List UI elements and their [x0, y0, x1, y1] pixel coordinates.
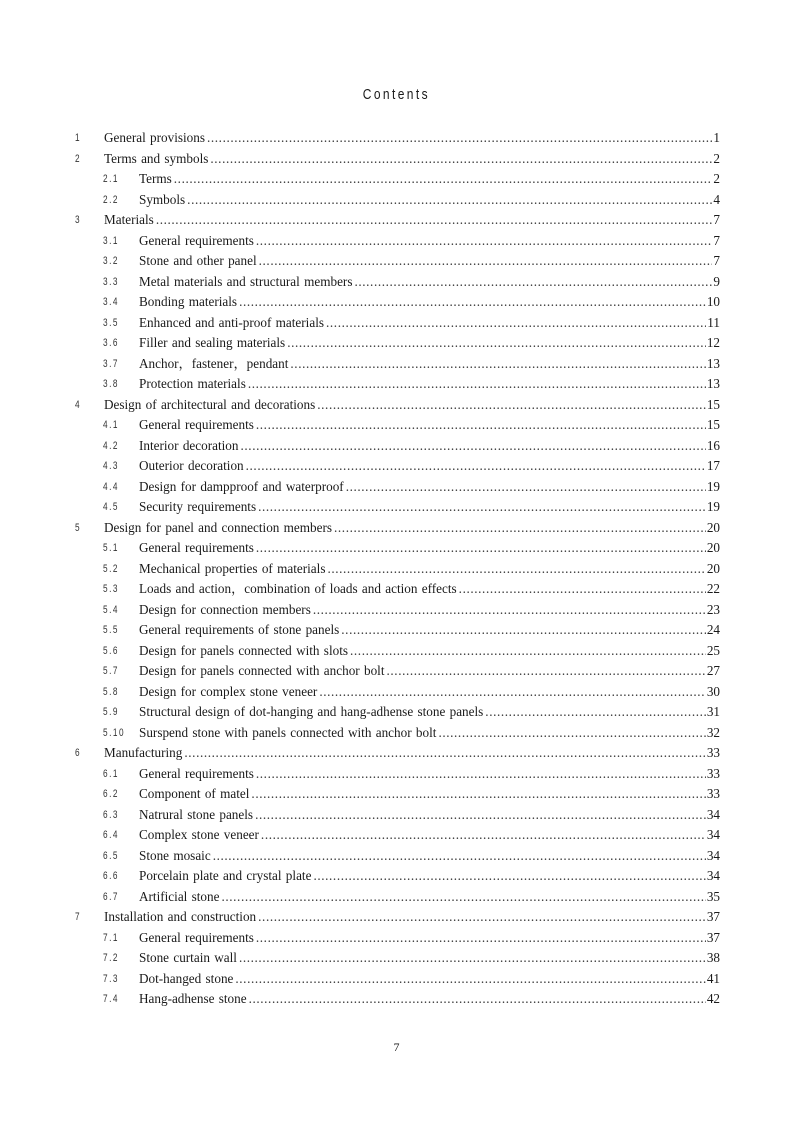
toc-entry-line [139, 374, 720, 395]
toc-entry-page: 35 [706, 888, 720, 904]
toc-section-entry[interactable] [0, 805, 793, 826]
toc-entry-number: 5.2 [103, 562, 119, 575]
toc-entry-page: 23 [706, 601, 720, 617]
toc-entry-line [139, 948, 720, 969]
toc-section-entry[interactable] [0, 538, 793, 559]
toc-section-entry[interactable] [0, 825, 793, 846]
toc-entry-number: 5.4 [103, 603, 119, 616]
toc-section-entry[interactable] [0, 477, 793, 498]
toc-entry-page: 37 [706, 909, 720, 924]
toc-chapter-entry[interactable] [0, 149, 793, 170]
dot-leader [259, 251, 713, 272]
toc-entry-line [139, 579, 720, 600]
toc-entry-number: 5.3 [103, 583, 119, 595]
toc-section-entry[interactable] [0, 723, 793, 744]
dot-leader [239, 948, 706, 969]
toc-section-entry[interactable] [0, 251, 793, 272]
dot-leader [346, 477, 706, 498]
toc-entry-title: Mechanical properties of materials [139, 560, 326, 576]
toc-entry-line [139, 784, 720, 805]
toc-entry-page: 20 [706, 560, 720, 576]
toc-entry-number: 6.2 [103, 788, 119, 800]
toc-entry-line [139, 702, 720, 723]
dot-leader [354, 272, 712, 293]
toc-section-entry[interactable] [0, 989, 793, 1010]
toc-entry-page: 33 [706, 745, 720, 760]
toc-entry-number: 3.4 [103, 296, 119, 308]
toc-chapter-entry[interactable] [0, 518, 793, 539]
dot-leader [290, 354, 705, 375]
toc-entry-line [104, 743, 720, 764]
toc-entry-title: Surspend stone with panels connected with anchor bolt [139, 724, 437, 740]
toc-section-entry[interactable] [0, 600, 793, 621]
toc-entry-title: General requirements [139, 929, 254, 945]
toc-section-entry[interactable] [0, 764, 793, 785]
toc-entry-page: 9 [713, 273, 720, 289]
toc-section-entry[interactable] [0, 641, 793, 662]
dot-leader [235, 969, 705, 990]
toc-entry-page: 7 [713, 232, 720, 248]
toc-entry-title: Hang-adhense stone [139, 991, 247, 1006]
toc-entry-number: 3.7 [103, 357, 119, 370]
toc-section-entry[interactable] [0, 313, 793, 334]
toc-entry-line [139, 538, 720, 559]
toc-entry-line [139, 231, 720, 252]
toc-entry-page: 2 [713, 150, 720, 166]
dot-leader [156, 210, 713, 231]
toc-entry-number: 2 [75, 152, 82, 165]
toc-entry-page: 11 [707, 314, 720, 330]
dot-leader [317, 395, 706, 416]
dot-leader [334, 518, 706, 539]
dot-leader [251, 784, 705, 805]
toc-chapter-entry[interactable] [0, 128, 793, 149]
toc-entry-number: 2.1 [103, 173, 119, 185]
toc-entry-line [139, 313, 720, 334]
toc-entry-title: General provisions [104, 130, 205, 145]
toc-entry-page: 32 [706, 724, 720, 740]
toc-entry-line [139, 354, 720, 375]
toc-chapter-entry[interactable] [0, 395, 793, 416]
toc-entry-page: 34 [706, 847, 720, 863]
toc-section-entry[interactable] [0, 272, 793, 293]
toc-entry-line [139, 620, 720, 641]
toc-entry-page: 27 [706, 663, 720, 678]
toc-entry-title: Design for panel and connection members [104, 519, 333, 535]
dot-leader [249, 989, 706, 1010]
toc-entry-title: Installation and construction [104, 909, 257, 924]
toc-entry-page: 34 [706, 868, 720, 883]
toc-section-entry[interactable] [0, 579, 793, 600]
toc-entry-line [139, 825, 720, 846]
toc-section-entry[interactable] [0, 682, 793, 703]
dot-leader [261, 825, 706, 846]
toc-entry-line [139, 969, 720, 990]
toc-section-entry[interactable] [0, 948, 793, 969]
toc-entry-line [139, 764, 720, 785]
toc-entry-page: 2 [713, 171, 720, 186]
toc-entry-line [139, 169, 720, 190]
toc-entry-line [139, 600, 720, 621]
toc-entry-title: Terms and symbols [104, 150, 209, 166]
toc-entry-page: 19 [706, 499, 720, 514]
toc-entry-page: 34 [706, 806, 720, 822]
toc-entry-line [139, 292, 720, 313]
toc-chapter-entry[interactable] [0, 210, 793, 231]
dot-leader [184, 743, 705, 764]
toc-entry-number: 1 [75, 132, 82, 144]
dot-leader [241, 436, 706, 457]
toc-entry-page: 1 [713, 130, 720, 145]
toc-entry-page: 37 [706, 929, 720, 945]
toc-entry-line [139, 415, 720, 436]
toc-section-entry[interactable] [0, 969, 793, 990]
toc-entry-page: 10 [706, 294, 720, 309]
toc-entry-number: 6 [75, 747, 82, 759]
toc-entry-number: 6.4 [103, 829, 119, 841]
toc-entry-page: 34 [706, 827, 720, 842]
toc-entry-number: 7.1 [103, 931, 119, 944]
toc-section-entry[interactable] [0, 702, 793, 723]
toc-entry-page: 24 [706, 622, 720, 637]
toc-entry-title: Interior decoration [139, 437, 239, 453]
toc-entry-number: 5 [75, 521, 82, 534]
dot-leader [246, 456, 706, 477]
toc-entry-line [104, 907, 720, 928]
toc-entry-page: 31 [706, 704, 720, 719]
toc-section-entry[interactable] [0, 333, 793, 354]
toc-entry-title: Protection materials [139, 376, 246, 391]
toc-entry-line [139, 928, 720, 949]
toc-entry-title: General requirements [139, 540, 254, 555]
toc-section-entry[interactable] [0, 354, 793, 375]
toc-entry-page: 20 [706, 540, 720, 555]
dot-leader [256, 764, 706, 785]
toc-entry-page: 19 [706, 478, 720, 494]
toc-entry-line [139, 251, 720, 272]
toc-entry-page: 15 [706, 417, 720, 432]
dot-leader [255, 805, 706, 826]
toc-entry-page: 15 [706, 396, 720, 412]
dot-leader [213, 846, 706, 867]
toc-entry-line [139, 887, 720, 908]
toc-section-entry[interactable] [0, 846, 793, 867]
toc-chapter-entry[interactable] [0, 907, 793, 928]
toc-entry-title: Design for connection members [139, 601, 311, 617]
toc-entry-title: Natrural stone panels [139, 806, 254, 822]
dot-leader [438, 723, 705, 744]
toc-entry-title: Stone mosaic [139, 847, 211, 863]
dot-leader [239, 292, 706, 313]
toc-entry-title: Metal materials and structural members [139, 273, 353, 289]
dot-leader [174, 169, 713, 190]
toc-entry-page: 42 [706, 991, 720, 1006]
toc-entry-number: 4 [75, 398, 82, 411]
toc-section-entry[interactable] [0, 456, 793, 477]
toc-entry-number: 6.6 [103, 870, 119, 882]
toc-section-entry[interactable] [0, 436, 793, 457]
toc-entry-line [139, 682, 720, 703]
toc-entry-page: 13 [706, 355, 720, 371]
toc-entry-page: 33 [706, 786, 720, 801]
dot-leader [256, 538, 706, 559]
toc-entry-title: General requirements of stone panels [139, 622, 340, 637]
toc-entry-number: 4.1 [103, 419, 119, 431]
dot-leader [341, 620, 706, 641]
dot-leader [313, 866, 705, 887]
toc-entry-title: Stone curtain wall [139, 950, 237, 965]
toc-entry-number: 3.1 [103, 234, 119, 247]
toc-entry-page: 33 [706, 765, 720, 781]
page-title: Contents [362, 86, 431, 103]
toc-entry-title: Terms [139, 171, 172, 186]
toc-entry-title: General requirements [139, 417, 254, 432]
toc-chapter-entry[interactable] [0, 743, 793, 764]
toc-section-entry[interactable] [0, 661, 793, 682]
toc-entry-number: 2.2 [103, 193, 119, 206]
toc-entry-title: Component of matel [139, 786, 250, 801]
toc-entry-number: 3.8 [103, 378, 119, 390]
toc-entry-line [139, 641, 720, 662]
toc-entry-title: Materials [104, 212, 154, 227]
toc-entry-page: 7 [713, 212, 720, 227]
toc-entry-number: 3.6 [103, 337, 119, 349]
dot-leader [248, 374, 706, 395]
toc-entry-title: Bonding materials [139, 294, 238, 309]
toc-entry-line [139, 723, 720, 744]
toc-entry-line [139, 497, 720, 518]
toc-entry-line [139, 866, 720, 887]
toc-entry-title: Outerior decoration [139, 458, 244, 473]
toc-section-entry[interactable] [0, 928, 793, 949]
toc-entry-line [139, 190, 720, 211]
dot-leader [319, 682, 706, 703]
toc-entry-title: General requirements [139, 232, 254, 248]
dot-leader [350, 641, 706, 662]
toc-section-entry[interactable] [0, 169, 793, 190]
dot-leader [387, 661, 706, 682]
toc-section-entry[interactable] [0, 190, 793, 211]
toc-entry-title: Dot-hanged stone [139, 970, 234, 986]
toc-entry-title: Enhanced and anti-proof materials [139, 314, 324, 330]
toc-entry-line [139, 456, 720, 477]
toc-entry-number: 4.3 [103, 460, 119, 472]
toc-entry-line [104, 518, 720, 539]
toc-entry-line [139, 436, 720, 457]
toc-entry-line [104, 210, 720, 231]
toc-entry-number: 3 [75, 214, 82, 226]
toc-entry-number: 3.5 [103, 316, 119, 329]
toc-entry-line [139, 477, 720, 498]
toc-section-entry[interactable] [0, 620, 793, 641]
toc-entry-number: 5.9 [103, 706, 119, 718]
toc-entry-page: 22 [706, 581, 720, 596]
dot-leader [287, 333, 706, 354]
toc-entry-line [104, 395, 720, 416]
toc-entry-title: Design for panels connected with slots [139, 642, 348, 658]
dot-leader [327, 559, 705, 580]
toc-entry-line [139, 559, 720, 580]
toc-entry-title: Design for panels connected with anchor bolt [139, 663, 385, 678]
toc-entry-number: 4.5 [103, 501, 119, 513]
dot-leader [256, 928, 706, 949]
toc-entry-line [139, 846, 720, 867]
toc-entry-line [139, 805, 720, 826]
dot-leader [210, 149, 712, 170]
toc-entry-page: 7 [713, 253, 720, 268]
toc-entry-page: 16 [706, 437, 720, 453]
toc-section-entry[interactable] [0, 415, 793, 436]
toc-entry-number: 5.10 [103, 726, 126, 739]
toc-entry-number: 6.7 [103, 890, 119, 903]
toc-entry-number: 3.3 [103, 275, 119, 288]
toc-section-entry[interactable] [0, 784, 793, 805]
toc-entry-line [139, 333, 720, 354]
toc-entry-line [139, 661, 720, 682]
toc-entry-page: 17 [706, 458, 720, 473]
toc-section-entry[interactable] [0, 559, 793, 580]
toc-section-entry[interactable] [0, 887, 793, 908]
toc-entry-number: 6.5 [103, 849, 119, 862]
dot-leader [258, 907, 706, 928]
dot-leader [258, 497, 706, 518]
dot-leader [485, 702, 706, 723]
toc-entry-line [139, 989, 720, 1010]
toc-entry-number: 7.3 [103, 972, 119, 985]
toc-section-entry[interactable] [0, 231, 793, 252]
toc-entry-title: General requirements [139, 765, 254, 781]
toc-entry-line [139, 272, 720, 293]
toc-entry-title: Loads and action，combination of loads and action effects [139, 581, 457, 596]
toc-entry-number: 7 [75, 911, 82, 923]
toc-entry-number: 7.4 [103, 993, 119, 1005]
dot-leader [256, 231, 713, 252]
toc-entry-title: Anchor，fastener，pendant [139, 355, 289, 371]
toc-entry-number: 6.3 [103, 808, 119, 821]
toc-entry-number: 6.1 [103, 767, 119, 780]
toc-entry-number: 4.4 [103, 480, 119, 493]
dot-leader [221, 887, 705, 908]
toc-entry-page: 12 [706, 335, 720, 350]
toc-entry-title: Symbols [139, 191, 186, 207]
toc-entry-title: Complex stone veneer [139, 827, 259, 842]
dot-leader [313, 600, 706, 621]
toc-entry-page: 4 [713, 191, 720, 207]
toc-entry-number: 5.1 [103, 542, 119, 554]
toc-section-entry[interactable] [0, 292, 793, 313]
toc-section-entry[interactable] [0, 374, 793, 395]
toc-entry-line [104, 149, 720, 170]
toc-entry-title: Porcelain plate and crystal plate [139, 868, 312, 883]
dot-leader [187, 190, 712, 211]
toc-entry-title: Artificial stone [139, 888, 220, 904]
page-number: 7 [393, 1040, 400, 1054]
toc-entry-number: 7.2 [103, 952, 119, 964]
toc-entry-number: 3.2 [103, 255, 119, 267]
toc-entry-title: Structural design of dot-hanging and hang-adhense stone panels [139, 704, 484, 719]
toc-entry-title: Stone and other panel [139, 253, 257, 268]
toc-entry-page: 25 [706, 642, 720, 658]
table-of-contents [0, 128, 793, 1010]
toc-entry-title: Filler and sealing materials [139, 335, 286, 350]
toc-entry-line [104, 128, 720, 149]
dot-leader [207, 128, 712, 149]
toc-entry-number: 5.6 [103, 644, 119, 657]
dot-leader [459, 579, 706, 600]
toc-entry-title: Security requirements [139, 499, 257, 514]
toc-entry-page: 13 [706, 376, 720, 391]
toc-entry-number: 4.2 [103, 439, 119, 452]
toc-entry-title: Design of architectural and decorations [104, 396, 316, 412]
toc-entry-number: 5.5 [103, 624, 119, 636]
toc-entry-title: Design for dampproof and waterproof [139, 478, 344, 494]
toc-section-entry[interactable] [0, 866, 793, 887]
toc-entry-number: 5.7 [103, 665, 119, 677]
toc-entry-page: 20 [706, 519, 720, 535]
toc-entry-title: Manufacturing [104, 745, 183, 760]
toc-entry-page: 30 [706, 683, 720, 699]
toc-entry-page: 41 [706, 970, 720, 986]
toc-section-entry[interactable] [0, 497, 793, 518]
toc-entry-number: 5.8 [103, 685, 119, 698]
toc-entry-title: Design for complex stone veneer [139, 683, 318, 699]
toc-entry-page: 38 [706, 950, 720, 965]
dot-leader [256, 415, 706, 436]
dot-leader [326, 313, 706, 334]
